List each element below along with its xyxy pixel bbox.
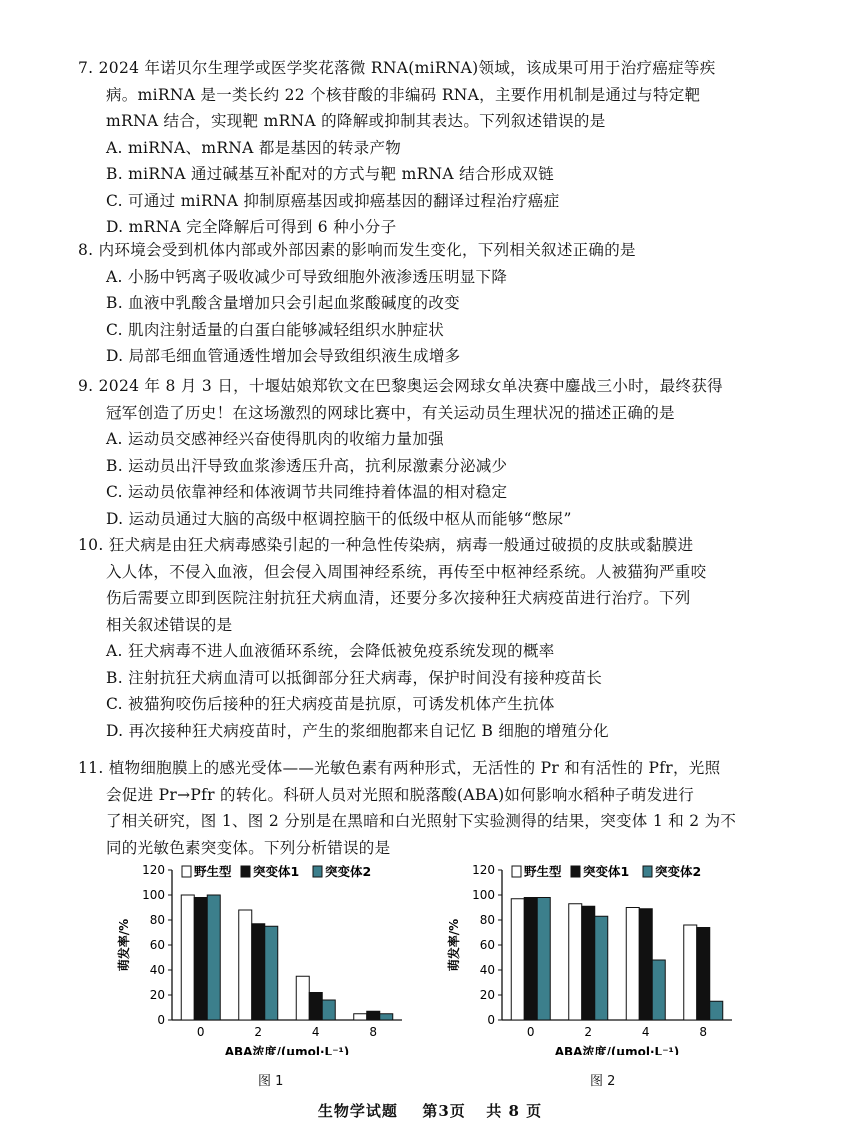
legend-label-突变体1: 突变体1 [583,864,630,879]
bar-野生型-0 [511,899,524,1020]
bar-突变体2-0 [207,895,220,1020]
bar-野生型-8 [684,925,697,1020]
legend-swatch-突变体1 [241,866,250,877]
option-b: B. miRNA 通过碱基互补配对的方式与靶 mRNA 结合形成双链 [106,165,554,183]
bar-野生型-2 [239,910,252,1020]
option-c: C. 可通过 miRNA 抑制原癌基因或抑癌基因的翻译过程治疗癌症 [106,191,560,210]
bar-野生型-8 [354,1014,367,1020]
x-axis-label: ABA浓度/(μmol·L⁻¹) [554,1045,680,1055]
bar-野生型-4 [296,976,309,1020]
option-a: A. 狂犬病毒不进人血液循环系统，会降低被免疫系统发现的概率 [106,642,555,660]
bar-突变体2-2 [265,926,278,1020]
legend-swatch-野生型 [512,866,521,877]
legend-label-突变体2: 突变体2 [325,864,372,879]
x-tick-label: 4 [641,1025,650,1039]
legend-swatch-突变体2 [313,866,322,877]
question-stem-line: 同的光敏色素突变体。下列分析错误的是 [106,838,391,857]
question-stem-line: mRNA 结合，实现靶 mRNA 的降解或抑制其表达。下列叙述错误的是 [106,112,606,130]
option-d: D. 运动员通过大脑的高级中枢调控脑干的低级中枢从而能够“憋尿” [106,509,572,528]
question-11 [78,755,778,861]
question-8 [78,237,778,370]
figure-2-chart [440,855,760,1055]
option-d: D. 再次接种狂犬病疫苗时，产生的浆细胞都来自记忆 B 细胞的增殖分化 [106,721,609,740]
question-stem: 9. 2024 年 8 月 3 日，十堰姑娘郑钦文在巴黎奥运会网球女单决赛中鏖战三小时，最终获得 [78,377,723,395]
y-tick-label: 20 [479,988,495,1002]
y-tick-label: 40 [149,963,165,977]
option-d: D. mRNA 完全降解后可得到 6 种小分子 [106,218,397,236]
bar-突变体1-4 [639,909,652,1020]
option-d: D. 局部毛细血管通透性增加会导致组织液生成增多 [106,347,461,365]
figure-2-caption: 图 2 [590,1074,616,1089]
legend-label-野生型: 野生型 [524,864,562,879]
bar-野生型-2 [569,904,582,1020]
y-tick-label: 0 [487,1013,495,1027]
figure-2 [440,855,760,1095]
y-tick-label: 100 [142,888,165,902]
legend-label-突变体1: 突变体1 [253,864,300,879]
y-axis-label: 萌发率/% [447,918,461,972]
bar-突变体2-2 [595,916,608,1020]
y-tick-label: 100 [472,888,495,902]
y-tick-label: 40 [479,963,495,977]
footer-page: 第3页 [422,1102,466,1120]
y-tick-label: 20 [149,988,165,1002]
question-stem-line: 了相关研究，图 1、图 2 分别是在黑暗和白光照射下实验测得的结果，突变体 1 和 2 为不 [106,812,737,830]
question-stem: 11. 植物细胞膜上的感光受体——光敏色素有两种形式，无活性的 Pr 和有活性的 Pfr，光照 [78,759,721,777]
page-footer [0,1100,860,1121]
x-tick-label: 8 [699,1025,708,1039]
x-tick-label: 8 [369,1025,378,1039]
legend-swatch-突变体1 [571,866,580,877]
bar-野生型-4 [626,908,639,1021]
option-a: A. miRNA、mRNA 都是基因的转录产物 [106,138,402,157]
question-stem-line: 相关叙述错误的是 [106,615,233,634]
y-tick-label: 60 [149,938,165,952]
figure-1 [110,855,430,1095]
bar-突变体2-4 [322,1000,335,1020]
question-stem-line: 伤后需要立即到医院注射抗狂犬病血清，还要分多次接种狂犬病疫苗进行治疗。下列 [106,589,691,607]
question-stem: 8. 内环境会受到机体内部或外部因素的影响而发生变化，下列相关叙述正确的是 [78,241,636,259]
question-stem-line: 冠军创造了历史！在这场激烈的网球比赛中，有关运动员生理状况的描述正确的是 [106,403,675,422]
x-tick-label: 2 [584,1025,593,1039]
bar-突变体1-8 [367,1011,380,1020]
option-b: B. 运动员出汗导致血浆渗透压升高，抗利尿激素分泌减少 [106,456,508,475]
bar-突变体1-0 [194,898,207,1021]
option-a: A. 小肠中钙离子吸收减少可导致细胞外液渗透压明显下降 [106,267,508,286]
y-axis-label: 萌发率/% [117,918,131,972]
question-stem: 10. 狂犬病是由狂犬病毒感染引起的一种急性传染病，病毒一般通过破损的皮肤或黏膜进 [78,536,694,554]
legend-swatch-野生型 [182,866,191,877]
option-b: B. 血液中乳酸含量增加只会引起血浆酸碱度的改变 [106,294,460,312]
x-tick-label: 0 [526,1025,535,1039]
bar-突变体2-4 [652,960,665,1020]
option-a: A. 运动员交感神经兴奋使得肌肉的收缩力量加强 [106,430,444,448]
bar-野生型-0 [181,895,194,1020]
x-tick-label: 4 [311,1025,320,1039]
y-tick-label: 80 [479,913,495,927]
x-tick-label: 0 [196,1025,205,1039]
y-tick-label: 0 [157,1013,165,1027]
x-axis-label: ABA浓度/(μmol·L⁻¹) [224,1045,350,1055]
bar-突变体2-8 [710,1001,723,1020]
question-9 [78,373,778,532]
bar-突变体1-2 [582,906,595,1020]
figure-1-chart [110,855,430,1055]
x-tick-label: 2 [254,1025,263,1039]
option-c: C. 运动员依靠神经和体液调节共同维持着体温的相对稳定 [106,483,508,501]
question-10 [78,532,778,744]
question-stem-line: 病。miRNA 是一类长约 22 个核苷酸的非编码 RNA，主要作用机制是通过与特定靶 [106,85,701,104]
question-7 [78,55,778,241]
question-stem-line: 会促进 Pr→Pfr 的转化。科研人员对光照和脱落酸(ABA)如何影响水稻种子萌发进行 [106,785,695,804]
legend-label-突变体2: 突变体2 [655,864,702,879]
option-c: C. 被猫狗咬伤后接种的狂犬病疫苗是抗原，可诱发机体产生抗体 [106,695,555,713]
question-stem-line: 入人体，不侵入血液，但会侵入周围神经系统，再传至中枢神经系统。人被猫狗严重咬 [106,562,707,581]
y-tick-label: 120 [472,863,495,877]
bar-突变体2-0 [537,898,550,1021]
question-stem: 7. 2024 年诺贝尔生理学或医学奖花落微 RNA(miRNA)领域，该成果可用于治疗癌症等疾 [78,59,716,77]
bar-突变体2-8 [380,1014,393,1020]
bar-突变体1-8 [697,928,710,1021]
bar-突变体1-2 [252,924,265,1020]
y-tick-label: 80 [149,913,165,927]
legend-swatch-突变体2 [643,866,652,877]
legend-label-野生型: 野生型 [194,864,232,879]
y-tick-label: 120 [142,863,165,877]
option-c: C. 肌肉注射适量的白蛋白能够减轻组织水肿症状 [106,320,445,339]
y-tick-label: 60 [479,938,495,952]
footer-subject: 生物学试题 [317,1102,398,1120]
figure-1-caption: 图 1 [258,1074,284,1089]
option-b: B. 注射抗狂犬病血清可以抵御部分狂犬病毒，保护时间没有接种疫苗长 [106,668,603,687]
bar-突变体1-4 [309,993,322,1021]
bar-突变体1-0 [524,898,537,1021]
footer-total: 共 8 页 [486,1102,543,1120]
